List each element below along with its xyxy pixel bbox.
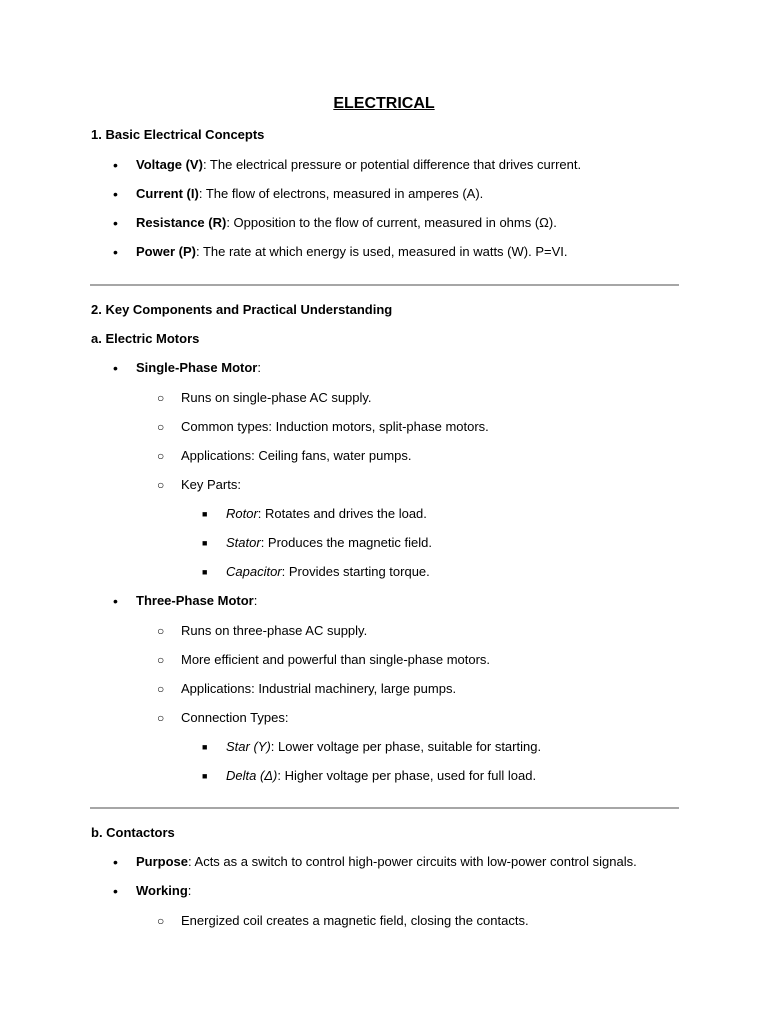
sub-item: Common types: Induction motors, split-phase motors. — [181, 419, 489, 434]
circle-bullet-icon: ○ — [157, 449, 165, 463]
sub-item: Runs on three-phase AC supply. — [181, 623, 368, 638]
term-power: Power (P) — [136, 244, 196, 259]
sub-sub-item-capacitor — [226, 564, 430, 580]
term-delta: Delta (Δ) — [226, 768, 278, 783]
list-item-three-phase-motor — [136, 593, 257, 609]
bullet-icon: • — [113, 215, 118, 231]
list-item-current — [136, 186, 483, 202]
term-capacitor: Capacitor — [226, 564, 282, 579]
page-title: ELECTRICAL — [333, 95, 435, 112]
bullet-icon: • — [113, 186, 118, 202]
term-star: Star (Y) — [226, 739, 271, 754]
term-three-phase-motor: Three-Phase Motor — [136, 593, 254, 608]
bullet-icon: • — [113, 854, 118, 870]
sub-item: Energized coil creates a magnetic field, closing the contacts. — [181, 913, 529, 928]
bullet-icon: • — [113, 360, 118, 376]
list-item-purpose — [136, 854, 637, 870]
term-single-phase-motor: Single-Phase Motor — [136, 360, 258, 375]
desc-rotor: : Rotates and drives the load. — [257, 506, 427, 521]
list-item-voltage — [136, 157, 581, 173]
desc-voltage: : The electrical pressure or potential difference that drives current. — [202, 157, 582, 172]
desc-current: : The flow of electrons, measured in amperes (A). — [198, 186, 484, 201]
desc-power: : The rate at which energy is used, measured in watts (W). P=VI. — [195, 244, 568, 259]
list-item-working — [136, 883, 191, 899]
sub-sub-item-rotor — [226, 506, 427, 522]
bullet-icon: • — [113, 593, 118, 609]
circle-bullet-icon: ○ — [157, 391, 165, 405]
circle-bullet-icon: ○ — [157, 711, 165, 725]
colon: : — [253, 593, 258, 608]
circle-bullet-icon: ○ — [157, 914, 165, 928]
bullet-icon: • — [113, 157, 118, 173]
term-working: Working — [136, 883, 188, 898]
divider — [90, 807, 679, 809]
square-bullet-icon: ■ — [202, 771, 208, 781]
sub-item: Key Parts: — [181, 477, 241, 492]
desc-stator: : Produces the magnetic field. — [260, 535, 432, 550]
sub-sub-item-star — [226, 739, 541, 755]
sub-item: Applications: Industrial machinery, large pumps. — [181, 681, 457, 696]
term-rotor: Rotor — [226, 506, 258, 521]
square-bullet-icon: ■ — [202, 509, 208, 519]
square-bullet-icon: ■ — [202, 567, 208, 577]
desc-purpose: : Acts as a switch to control high-power circuits with low-power control signals. — [188, 854, 637, 869]
sub-sub-item-stator — [226, 535, 432, 551]
desc-delta: : Higher voltage per phase, used for full load. — [277, 768, 537, 783]
term-resistance: Resistance (R) — [136, 215, 227, 230]
section-heading-key-components: 2. Key Components and Practical Understanding — [91, 302, 393, 317]
term-stator: Stator — [226, 535, 261, 550]
term-voltage: Voltage (V) — [136, 157, 203, 172]
square-bullet-icon: ■ — [202, 538, 208, 548]
section-heading-basic-concepts: 1. Basic Electrical Concepts — [91, 127, 265, 142]
sub-item: Connection Types: — [181, 710, 289, 725]
circle-bullet-icon: ○ — [157, 653, 165, 667]
term-current: Current (I) — [136, 186, 199, 201]
subheading-contactors: b. Contactors — [91, 825, 175, 840]
term-purpose: Purpose — [136, 854, 189, 869]
sub-item: Runs on single-phase AC supply. — [181, 390, 372, 405]
desc-resistance: : Opposition to the flow of current, measured in ohms (Ω). — [226, 215, 557, 230]
list-item-power — [136, 244, 567, 260]
desc-capacitor: : Provides starting torque. — [281, 564, 430, 579]
colon: : — [257, 360, 261, 375]
divider — [90, 284, 679, 286]
desc-star: : Lower voltage per phase, suitable for starting. — [270, 739, 542, 754]
sub-sub-item-delta — [226, 768, 536, 784]
square-bullet-icon: ■ — [202, 742, 208, 752]
circle-bullet-icon: ○ — [157, 624, 165, 638]
sub-item: Applications: Ceiling fans, water pumps. — [181, 448, 412, 463]
subheading-electric-motors: a. Electric Motors — [91, 331, 200, 346]
colon: : — [187, 883, 192, 898]
bullet-icon: • — [113, 244, 118, 260]
circle-bullet-icon: ○ — [157, 478, 165, 492]
list-item-resistance — [136, 215, 557, 231]
list-item-single-phase-motor — [136, 360, 261, 376]
sub-item: More efficient and powerful than single-phase motors. — [181, 652, 491, 667]
circle-bullet-icon: ○ — [157, 420, 165, 434]
circle-bullet-icon: ○ — [157, 682, 165, 696]
bullet-icon: • — [113, 883, 118, 899]
